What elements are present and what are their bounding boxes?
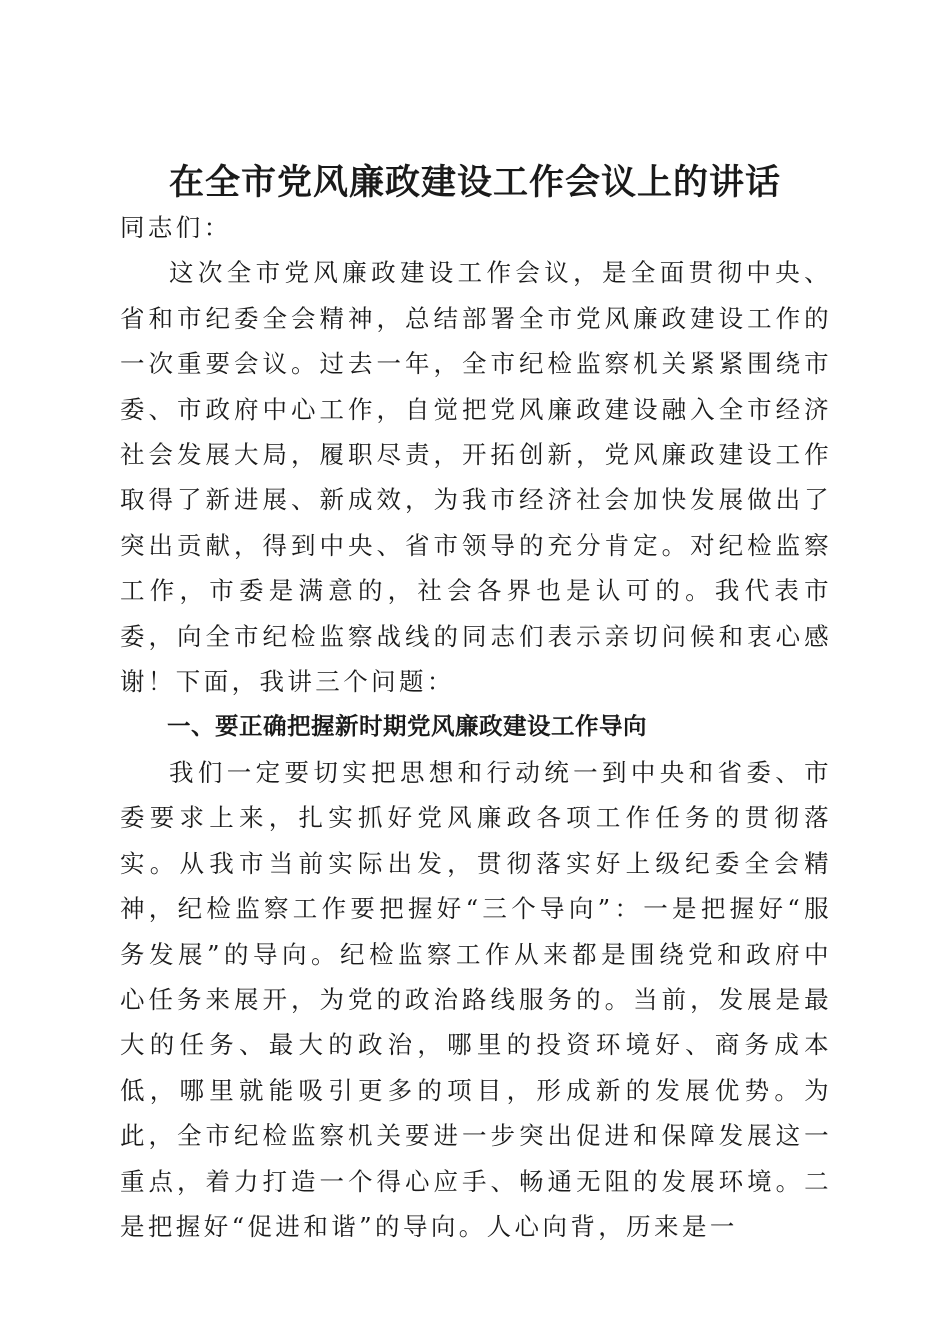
- page-title: 在全市党风廉政建设工作会议上的讲话: [168, 162, 781, 204]
- body-paragraph-section-1: 我们一定要切实把思想和行动统一到中央和省委、市委要求上来，扎实抓好党风廉政各项工作任务的贯彻落实。从我市当前实际出发，贯彻落实好上级纪委全会精神，纪检监察工作要把握好“三个导向”：一是把握好“服务发展”的导向。纪检监察工作从来都是围绕党和政府中心任务来展开，为党的政治路线服务的。当前，发展是最大的任务、最大的政治，哪里的投资环境好、商务成本低，哪里就能吸引更多的项目，形成新的发展优势。为此，全市纪检监察机关要进一步突出促进和保障发展这一重点，着力打造一个得心应手、畅通无阻的发展环境。二是把握好“促进和谐”的导向。人心向背，历来是一: [120, 757, 832, 1241]
- body-paragraph-intro: 这次全市党风廉政建设工作会议，是全面贯彻中央、省和市纪委全会精神，总结部署全市党风廉政建设工作的一次重要会议。过去一年，全市纪检监察机关紧紧围绕市委、市政府中心工作，自觉把党风廉政建设融入全市经济社会发展大局，履职尽责，开拓创新，党风廉政建设工作取得了新进展、新成效，为我市经济社会加快发展做出了突出贡献，得到中央、省市领导的充分肯定。对纪检监察工作，市委是满意的，社会各界也是认可的。我代表市委，向全市纪检监察战线的同志们表示亲切问候和衷心感谢！下面，我讲三个问题：: [120, 258, 832, 697]
- section-heading-1: 一、要正确把握新时期党风廉政建设工作导向: [167, 712, 647, 741]
- document-body: [120, 205, 832, 1249]
- salutation: 同志们：: [120, 213, 232, 242]
